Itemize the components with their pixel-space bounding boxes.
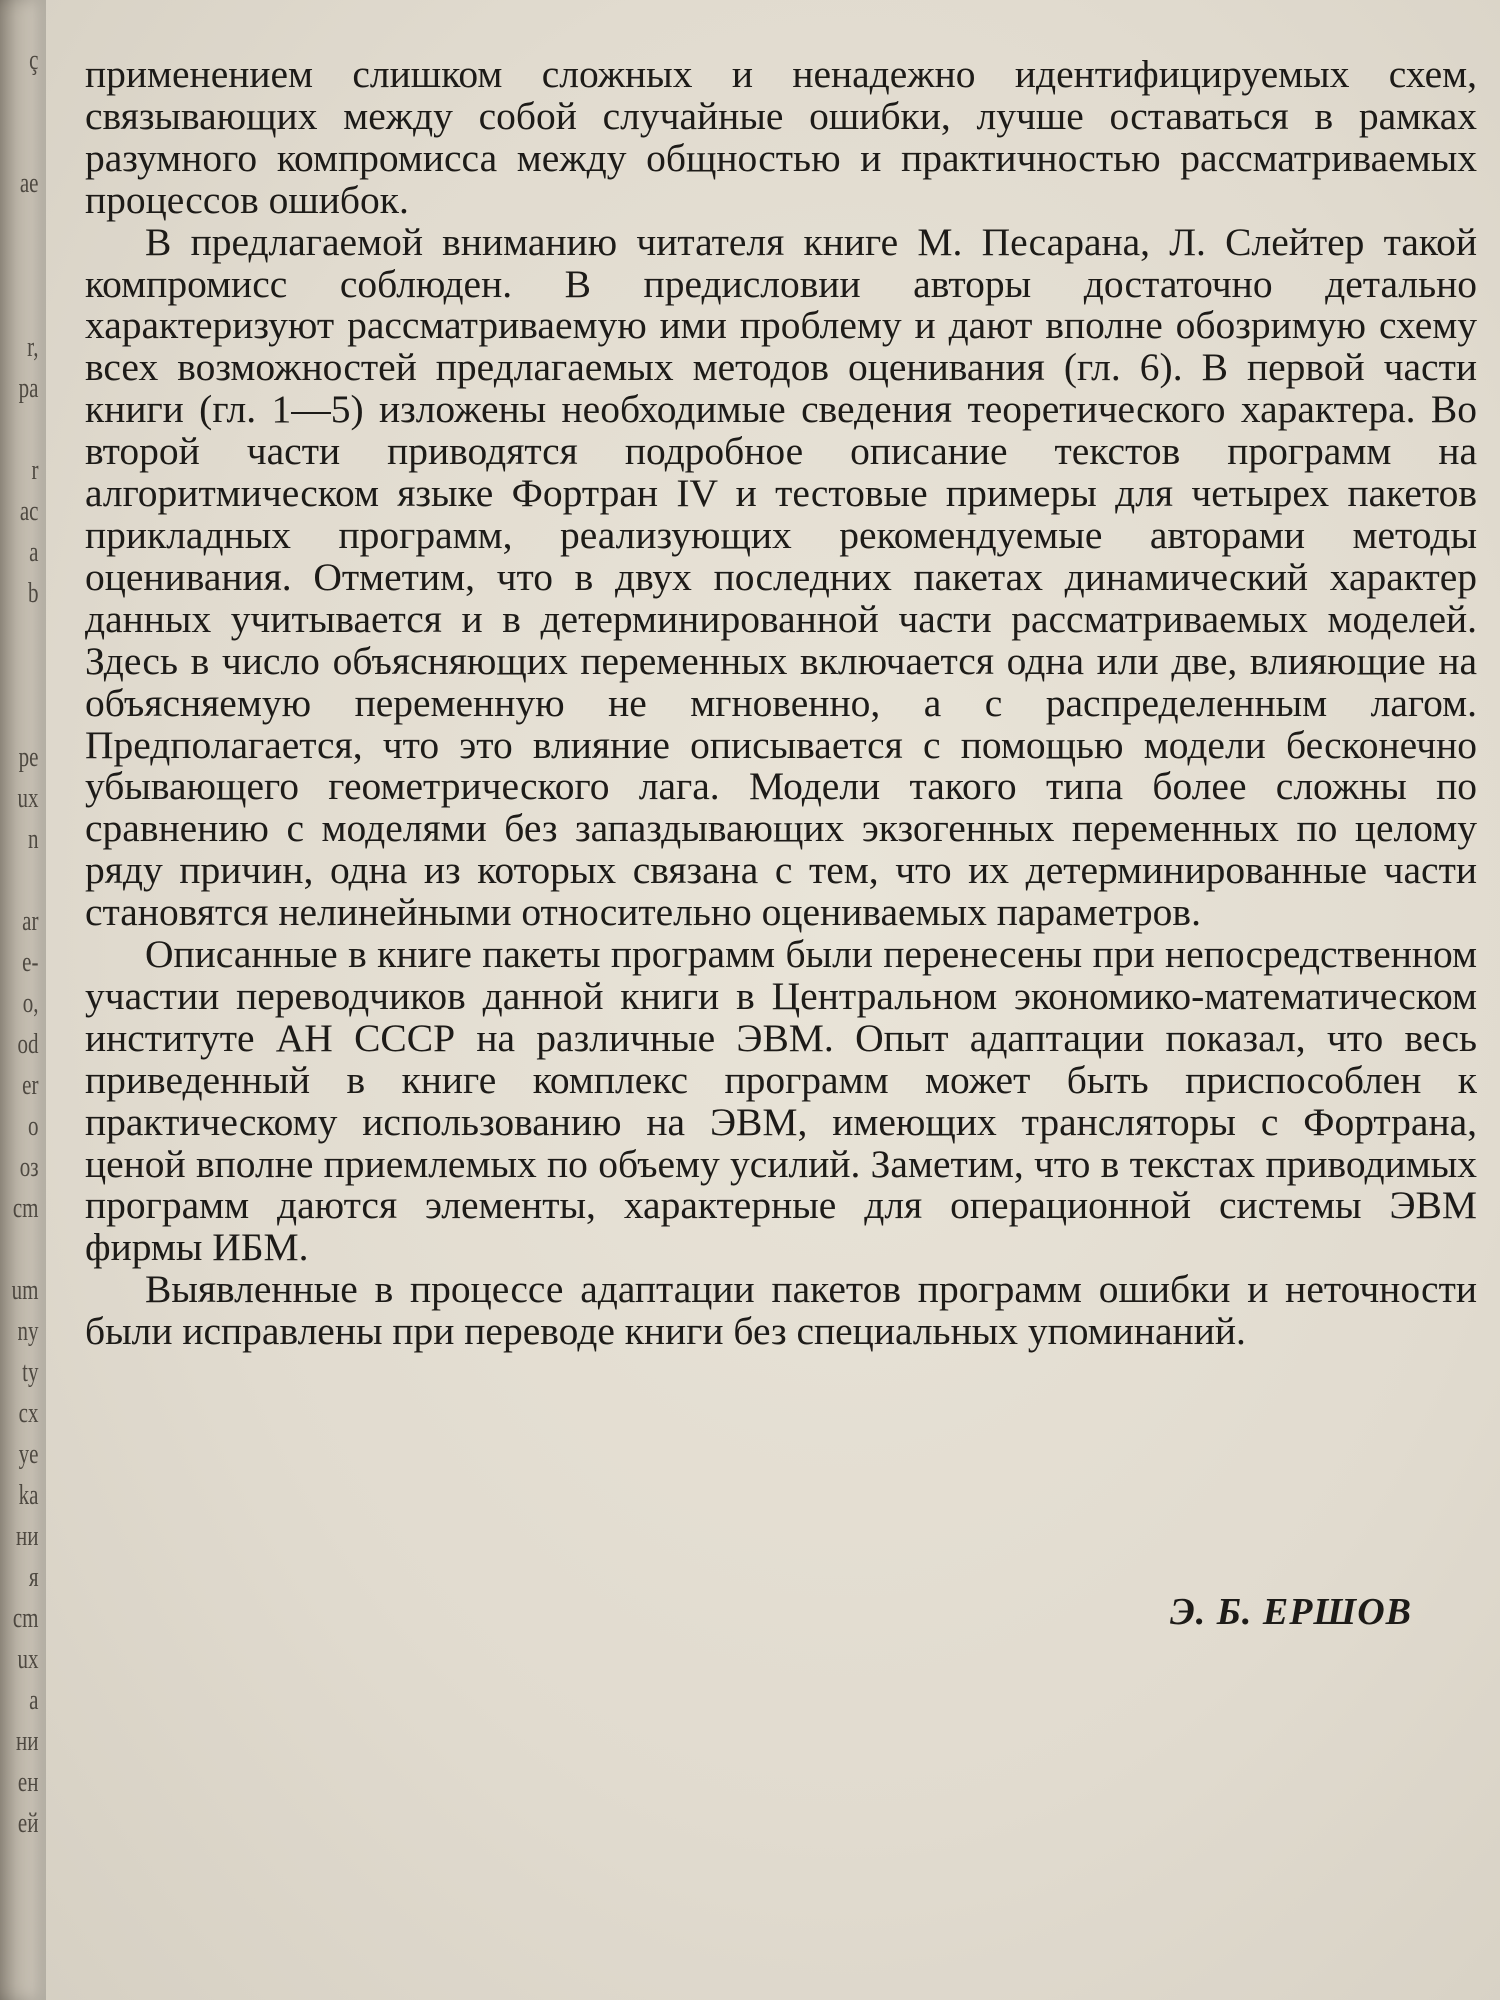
previous-page-fragment: [10, 1229, 40, 1270]
previous-page-fragment: pe: [18, 742, 39, 773]
previous-page-fragment: er: [22, 1070, 39, 1101]
previous-page-fragment: a: [29, 537, 39, 568]
previous-page-fragment: я: [28, 1562, 39, 1593]
previous-page-fragment: b: [28, 578, 39, 609]
page-text-block: [85, 54, 1477, 1353]
previous-page-fragment: [10, 655, 40, 696]
previous-page-fragment: [10, 1967, 40, 1980]
previous-page-fragment: r,: [27, 332, 39, 363]
paragraph-4: Выявленные в процессе адаптации пакетов программ ошибки и неточности были исправлены при переводе книги без специальных упоминаний.: [85, 1267, 1477, 1354]
previous-page-fragment: [10, 696, 40, 737]
paragraph-3: Описанные в книге пакеты программ были перенесены при непосредственном участии переводчиков данной книги в Центральном экономико-математическом институте АН СССР на различные ЭВМ. Опыт адаптации показал, что весь приведенный в книге комплекс программ может быть приспособлен к практическому использованию на ЭВМ, имеющих трансляторы с Фортрана, ценой вполне приемлемых по объему усилий. Заметим, что в текстах приводимых программ даются элементы, характерные для операционной системы ЭВМ фирмы ИБМ.: [85, 932, 1477, 1270]
previous-page-fragment: ac: [19, 496, 39, 527]
previous-page-fragment: n: [28, 824, 39, 855]
previous-page-fragment: ux: [17, 783, 39, 814]
previous-page-fragment: o,: [22, 988, 39, 1019]
previous-page-fragment: ka: [18, 1480, 39, 1511]
previous-page-fragment: ни: [16, 1521, 39, 1552]
previous-page-fragment: [10, 245, 40, 286]
previous-page-fragment: ny: [17, 1316, 39, 1347]
previous-page-fragment: e-: [22, 947, 39, 978]
previous-page-fragment: cm: [12, 1193, 39, 1224]
previous-page-fragment: r: [31, 455, 39, 486]
previous-page-fragment: [10, 614, 40, 655]
paragraph-2: В предлагаемой вниманию читателя книге М. Песарана, Л. Слейтер такой компромисс соблюден. В предисловии авторы достаточно детально характеризуют рассматриваемую ими проблему и дают вполне обозримую схему всех возможностей предлагаемых методов оценивания (гл. 6). В первой части книги (гл. 1—5) изложены необходимые сведения теоретического характера. Во второй части приводятся подробное описание текстов программ на алгоритмическом языке Фортран IV и тестовые примеры для четырех пакетов прикладных программ, реализующих рекомендуемые авторами методы оценивания. Отметим, что в двух последних пакетах динамический характер данных учитывается и в детерминированной части рассматриваемых моделей. Здесь в число объясняющих переменных включается одна или две, влияющие на объясняемую переменную не мгновенно, а с распределенным лагом. Предполагается, что это влияние описывается с помощью модели бесконечно убывающего геометрического лага. Модели такого типа более сложны по сравнению с моделями без запаздывающих экзогенных переменных по целому ряду причин, одна из которых связана с тем, что их детерминированные части становятся нелинейными относительно оцениваемых параметров.: [85, 219, 1477, 935]
previous-page-fragment: [10, 409, 40, 450]
previous-page-fragment: ye: [18, 1439, 39, 1470]
previous-page-fragment: cm: [12, 1603, 39, 1634]
previous-page-fragment: ç: [29, 45, 39, 76]
book-page: [46, 0, 1500, 2000]
previous-page-fragment: ty: [22, 1357, 39, 1388]
previous-page-fragment: cx: [18, 1398, 39, 1429]
previous-page-fragment: [10, 1844, 40, 1885]
previous-page-fragment: [10, 204, 40, 245]
previous-page-fragment: oз: [19, 1152, 39, 1183]
previous-page-fragment: [10, 122, 40, 163]
author-signature: Э. Б. ЕРШОВ: [1169, 1591, 1412, 1633]
previous-page-fragment: od: [17, 1029, 39, 1060]
previous-page-fragment: ни: [16, 1726, 39, 1757]
previous-page-fragment: [10, 1885, 40, 1926]
previous-page-fragment: [10, 286, 40, 327]
previous-page-fragment: pa: [18, 373, 39, 404]
previous-page-fragment: a: [29, 1685, 39, 1716]
previous-page-fragment: ux: [17, 1644, 39, 1675]
previous-page-text-fragments: [0, 40, 40, 1980]
previous-page-edge: [0, 0, 46, 2000]
previous-page-fragment: ae: [19, 168, 39, 199]
previous-page-fragment: o: [28, 1111, 39, 1142]
previous-page-fragment: um: [11, 1275, 39, 1306]
previous-page-fragment: ей: [17, 1808, 39, 1839]
previous-page-fragment: ен: [17, 1767, 39, 1798]
previous-page-fragment: [10, 81, 40, 122]
previous-page-fragment: [10, 1926, 40, 1967]
previous-page-fragment: ar: [22, 906, 39, 937]
paragraph-1: применением слишком сложных и ненадежно идентифицируемых схем, связывающих между собой случайные ошибки, лучше оставаться в рамках разумного компромисса между общностью и практичностью рассматриваемых процессов ошибок.: [85, 52, 1477, 222]
previous-page-fragment: [10, 860, 40, 901]
